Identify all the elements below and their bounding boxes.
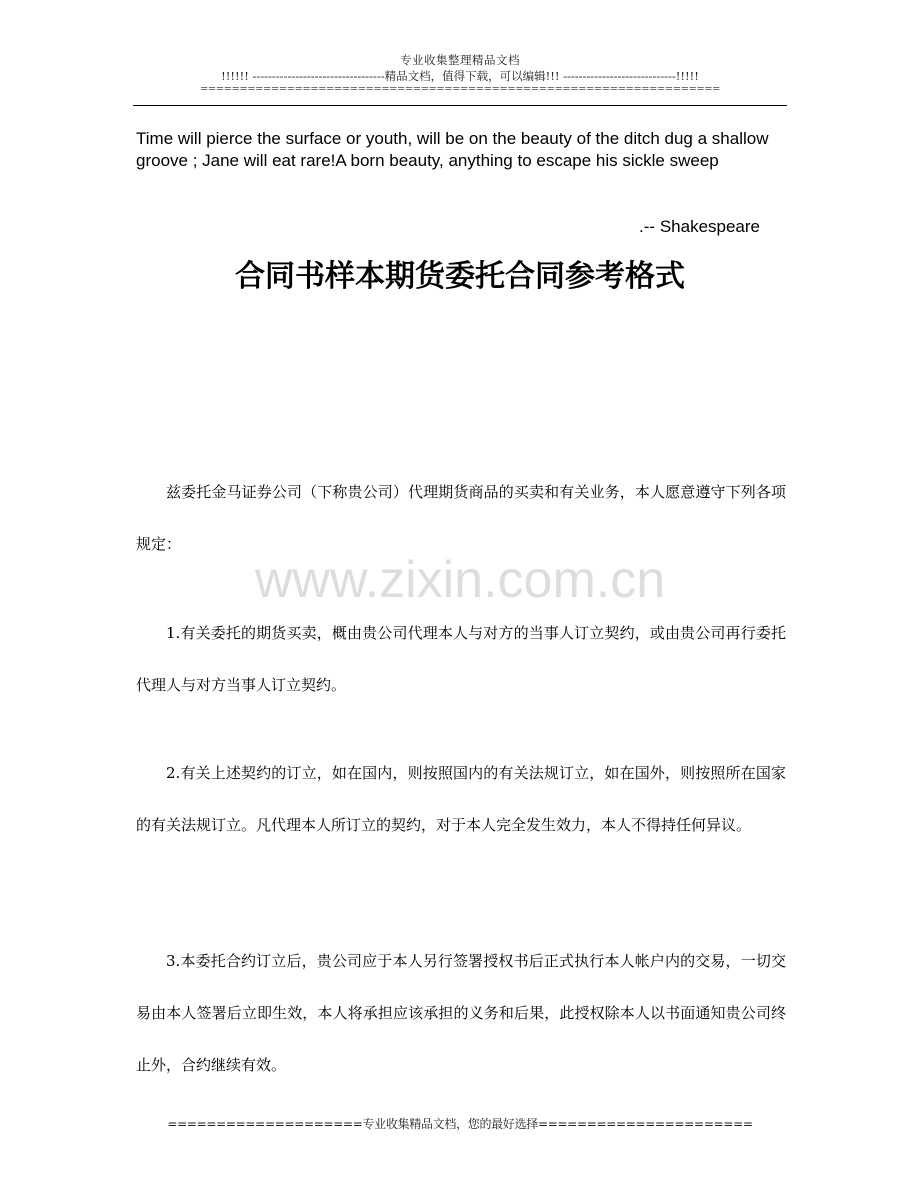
paragraph-intro: 兹委托金马证券公司（下称贵公司）代理期货商品的买卖和有关业务，本人愿意遵守下列各项规定： [136,483,786,553]
paragraph-clause-2: 2.有关上述契约的订立，如在国内，则按照国内的有关法规订立，如在国外，则按照所在国家的有关法规订立。凡代理本人所订立的契约，对于本人完全发生效力，本人不得持任何异议。 [136,764,786,834]
header-line-3: ================================================================== [199,84,720,95]
page-header [0,52,920,96]
header-line-2: !!!!!! ----------------------------------精品文档，值得下载，可以编辑!!! -----------------------------!!!!! [221,69,699,83]
quote-attribution: .-- Shakespeare [639,217,760,236]
page-footer: ====================专业收集精品文档，您的最好选择====================== [167,1117,753,1131]
paragraph-clause-3: 3.本委托合约订立后，贵公司应于本人另行签署授权书后正式执行本人帐户内的交易，一切交易由本人签署后立即生效，本人将承担应该承担的义务和后果，此授权除本人以书面通知贵公司终止外，合约继续有效。 [136,952,786,1074]
quote-text: Time will pierce the surface or youth, will be on the beauty of the ditch dug a shallow groove ; Jane will eat rare!A born beauty, anything to escape his sickle sweep [136,129,769,170]
paragraph-clause-1: 1.有关委托的期货买卖，概由贵公司代理本人与对方的当事人订立契约，或由贵公司再行委托代理人与对方当事人订立契约。 [136,624,786,694]
header-line-1: 专业收集整理精品文档 [400,53,520,67]
watermark: www.zixin.com.cn [254,551,666,609]
document-title: 合同书样本期货委托合同参考格式 [235,259,685,294]
header-divider [133,105,787,106]
